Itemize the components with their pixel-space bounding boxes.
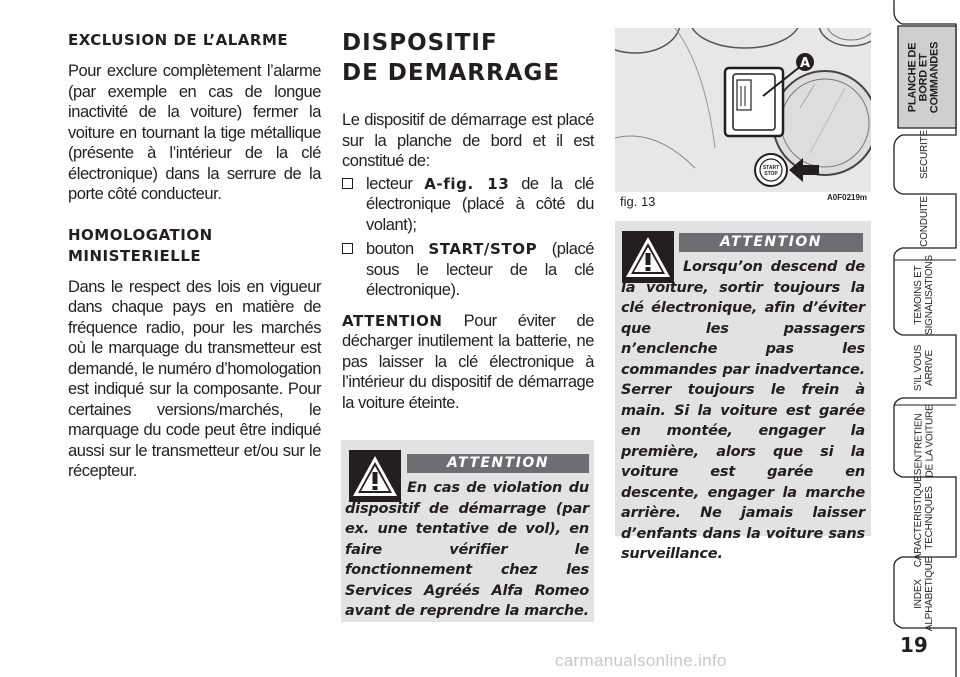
tab-carac-label — [913, 469, 935, 567]
bullet-reader — [342, 174, 594, 236]
tab-temoins[interactable] — [893, 255, 955, 335]
tab-sil-vous-arrive[interactable] — [893, 336, 955, 400]
tab-planche-line3: COMMANDES — [928, 41, 941, 113]
homologation-paragraph: Dans le respect des lois en vigueur dans chaque pays en matière de fréquence radio, pour les marchés où le marquage du transmetteur est demandé, le numéro d’homologation est indiqué sur la composante. Pour certaines versions/marchés, le marquage du code peut être indiqué aussi sur le transmetteur et/ou sur le récepteur. — [68, 277, 321, 480]
tab-index[interactable] — [893, 556, 955, 632]
tab-planche-de-bord[interactable] — [893, 26, 955, 128]
tab-index-line2: ALPHABETIQUE — [924, 556, 936, 632]
warning-box-violation — [341, 440, 594, 622]
warning-text: En cas de violation du dispositif de démarrage (par ex. une tentative de vol), en faire vérifier le fonctionnement chez les Services Agréés Alfa Romeo avant de reprendre la marche. — [345, 480, 589, 619]
checkbox-bullet-icon — [342, 178, 353, 189]
tab-conduite-label: CONDUITE — [918, 195, 930, 247]
tab-entretien[interactable] — [893, 405, 955, 477]
warning-label: ATTENTION — [407, 454, 589, 473]
checkbox-bullet-icon — [342, 243, 353, 254]
tab-sil-line1: S’IL VOUS — [913, 344, 924, 392]
heading-alarm-exclusion: EXCLUSION DE L’ALARME — [68, 31, 289, 49]
tab-planche-label — [908, 41, 941, 113]
tab-index-line1: INDEX — [913, 579, 925, 609]
bullet-button — [342, 239, 594, 301]
note-paragraph — [342, 311, 594, 414]
tab-entretien-line1: ENTRETIEN — [913, 413, 925, 469]
page-number: 19 — [900, 633, 928, 657]
title-line1: DISPOSITIF — [342, 30, 498, 56]
note-text: Pour éviter de décharger inutilement la batterie, ne pas laisser la clé électronique à l’intérieur du dispositif de démarrage la voiture éteinte. — [342, 311, 594, 412]
tab-planche-line1: PLANCHE DE — [906, 42, 919, 112]
bullet-reader-ref: A-fig. 13 — [424, 174, 510, 193]
page-title — [342, 28, 594, 88]
warning-box-leave-car — [615, 221, 871, 562]
figure-caption: fig. 13 — [620, 194, 656, 209]
note-label: ATTENTION — [342, 311, 443, 330]
tab-carac-line1: CARACTERISTIQUES — [913, 468, 925, 568]
tab-carac-line2: TECHNIQUES — [924, 486, 936, 550]
watermark: carmanualsonline.info — [555, 651, 727, 670]
tab-planche-line2: BORD ET — [917, 52, 930, 102]
tab-temoins-label — [913, 255, 935, 335]
bullet-button-pre: bouton — [366, 240, 429, 258]
tab-temoins-line1: TEMOINS ET — [913, 265, 924, 325]
stop-label: STOP — [764, 171, 778, 177]
heading-homologation-line1: HOMOLOGATION — [68, 225, 213, 244]
tab-sil-label — [913, 345, 935, 391]
marker-a: A — [799, 56, 811, 71]
warning-label: ATTENTION — [679, 233, 863, 252]
figure-13 — [615, 28, 871, 192]
tab-entretien-label — [913, 405, 935, 478]
warning-text: Lorsqu’on descend de la voiture, sortir toujours la clé électronique, afin d’éviter que les passagers n’enclenche pas les commandes par inadvertance. Serrer toujours le frein à main. Si la voiture est garée en montée, engager la première, alors que si la voiture est garée en descente, engager la marche arrière. Ne jamais laisser d’enfants dans la voiture sans surveillance. — [621, 259, 865, 562]
tab-sil-line2: ARRIVE — [924, 349, 935, 387]
tab-securite-label: SECURITE — [918, 129, 930, 179]
tab-caracteristiques[interactable] — [893, 468, 955, 568]
start-label: START — [762, 165, 780, 171]
intro-paragraph: Le dispositif de démarrage est placé sur la planche de bord et il est constitué de: — [342, 111, 594, 170]
heading-homologation-line2: MINISTERIELLE — [68, 246, 202, 265]
bullet-button-ref: START/STOP — [428, 240, 538, 258]
title-line2: DE DEMARRAGE — [342, 60, 561, 86]
tab-entretien-line2: DE LA VOITURE — [924, 404, 936, 478]
bullet-reader-pre: lecteur — [366, 174, 425, 193]
bullet-reader-post: de la clé électronique (placé à côté du volant); — [366, 174, 594, 234]
figure-code: A0F0219m — [827, 193, 868, 202]
tab-temoins-line2: SIGNALISATIONS — [924, 255, 935, 335]
tab-index-label — [913, 557, 935, 631]
alarm-exclusion-paragraph: Pour exclure complètement l’alarme (par exemple en cas de longue inactivité de la voiture) fermer la voiture en tournant la tige métallique (présente à l’intérieur de la clé électronique) dans la serrure de la porte côté conducteur. — [68, 62, 321, 203]
heading-homologation — [68, 225, 321, 267]
middle-column — [342, 28, 594, 413]
dashboard-illustration — [615, 28, 871, 192]
bullet-button-post: (placé sous le lecteur de la clé électronique). — [366, 240, 595, 299]
left-column — [68, 30, 321, 482]
tab-conduite[interactable] — [893, 190, 955, 252]
tab-securite[interactable] — [893, 120, 955, 188]
